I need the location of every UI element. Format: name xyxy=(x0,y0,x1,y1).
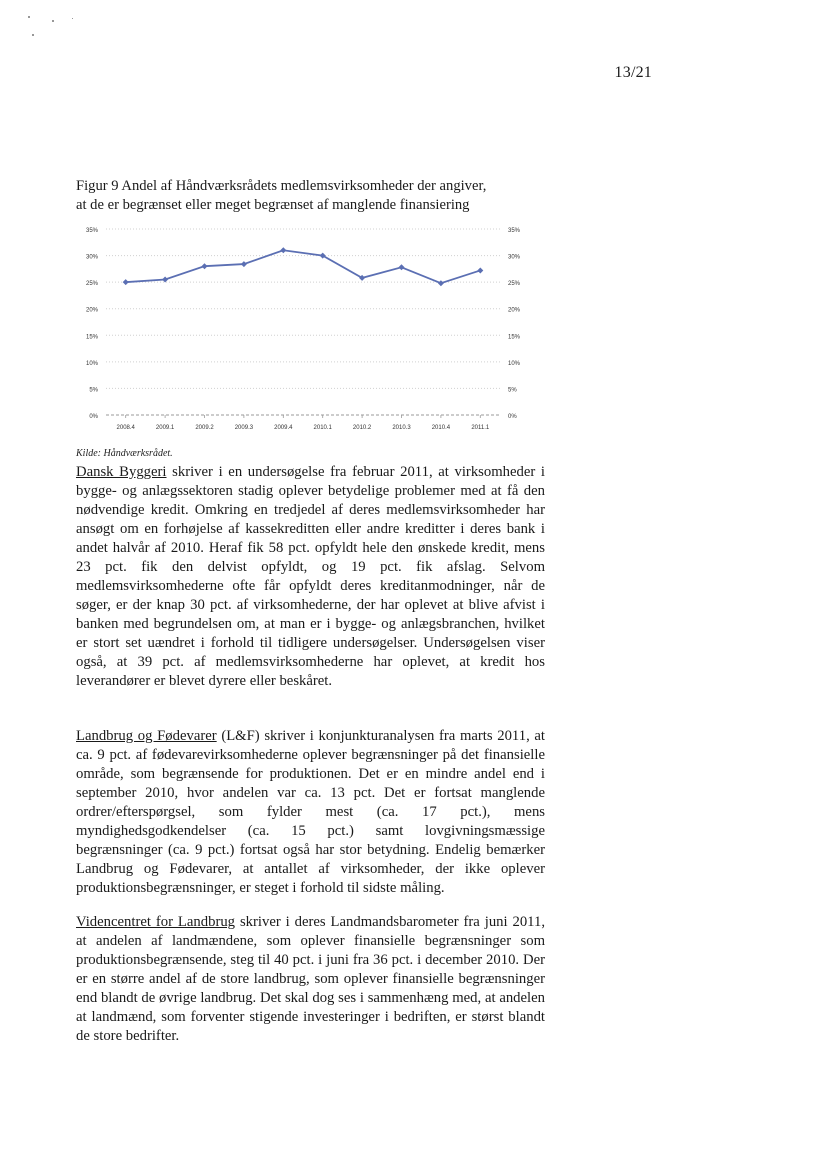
y-tick-label-left: 20% xyxy=(85,307,98,314)
figure-caption-line-1: Figur 9 Andel af Håndværksrådets medlemsvirksomheder der angiver, xyxy=(76,178,487,194)
y-tick-label-left: 10% xyxy=(85,360,98,367)
data-point-marker xyxy=(241,261,247,267)
data-point-marker xyxy=(162,276,168,282)
x-tick-label: 2009.3 xyxy=(234,425,254,431)
paragraph-text: (L&F) skriver i konjunkturanalysen fra marts 2011, at ca. 9 pct. af fødevarevirksomhederne oplever begrænsninger på det finansielle område, som begrænsende for produktionen. Det er en mindre andel end i september 2010, hvor andelen var ca. 13 pct. Det er fortsat manglende ordrer/efterspørgsel, som fylder mest (ca. 17 pct.), mens myndighedsgodkendelser (ca. 15 pct.) samt lovgivningsmæssige begrænsninger (ca. 9 pct.) fortsat også har stor betydning. Endelig bemærker Landbrug og Fødevarer, at antallet af virksomheder, der ikke oplever produktionsbegrænsninger, er steget i forhold til sidste måling. xyxy=(76,728,546,896)
x-tick-label: 2008.4 xyxy=(116,425,135,431)
y-tick-label-left: 35% xyxy=(85,228,98,234)
y-tick-label-right: 5% xyxy=(508,387,517,394)
data-point-marker xyxy=(438,280,444,286)
page-number: 13/21 xyxy=(614,64,652,81)
paragraph-dansk-byggeri xyxy=(76,463,545,691)
y-tick-label-left: 15% xyxy=(85,334,98,341)
y-tick-label-right: 0% xyxy=(508,414,517,420)
y-tick-label-left: 0% xyxy=(89,414,98,420)
org-name: Videncentret for Landbrug xyxy=(76,914,236,930)
figure-source: Kilde: Håndværksrådet. xyxy=(76,448,173,459)
y-tick-label-left: 30% xyxy=(85,254,98,261)
x-tick-label: 2010.4 xyxy=(431,425,451,431)
line-chart xyxy=(0,0,828,470)
paragraph-text: skriver i deres Landmandsbarometer fra juni 2011, at andelen af landmændene, som oplever finansielle begrænsninger som produktionsbegrænsende, steg til 40 pct. i juni fra 36 pct. i december 2010. Der er en større andel af de store landbrug, som oplever finansielle begrænsninger end blandt de øvrige landbrug. Det skal dog ses i sammenhæng med, at andelen at landmænd, som forventer stigende investeringer i bedriften, er størst blandt de store bedrifter. xyxy=(76,914,545,1044)
data-point-marker xyxy=(477,267,483,273)
data-point-marker xyxy=(123,279,129,285)
y-tick-label-right: 10% xyxy=(508,360,521,367)
x-tick-label: 2010.1 xyxy=(313,425,332,431)
data-point-marker xyxy=(399,264,405,270)
x-tick-label: 2009.2 xyxy=(195,425,214,431)
paragraph-videncentret xyxy=(76,913,545,1046)
x-tick-label: 2010.3 xyxy=(392,425,411,431)
data-point-marker xyxy=(280,247,286,253)
y-tick-label-right: 35% xyxy=(508,228,521,234)
org-name: Landbrug og Fødevarer xyxy=(76,728,217,744)
data-point-marker xyxy=(202,263,208,269)
y-tick-label-left: 5% xyxy=(89,387,98,394)
x-tick-label: 2010.2 xyxy=(352,425,372,431)
paragraph-text: skriver i en undersøgelse fra februar 2011, at virksomheder i bygge- og anlægssektoren stadig oplever betydelige problemer med at få den nødvendige kredit. Omkring en tredjedel af deres medlemsvirksomheder har ansøgt om en forhøjelse af kassekreditten eller andre kreditter i deres bank i andet halvår af 2010. Heraf fik 58 pct. opfyldt hele den ønskede kredit, mens 23 pct. fik den delvist opfyldt, og 19 pct. fik afslag. Selvom medlemsvirksomhederne ofte får opfyldt deres kreditanmodninger, når de søger, er der knap 30 pct. af virksomhederne, der har oplevet at blive afvist i banken med begrundelsen om, at man er i bygge- og anlægsbranchen, hvilket er stort set uændret i forhold til tidligere undersøgelser. Undersøgelsen viser også, at 39 pct. af medlemsvirksomhederne har oplevet, at kredit hos leverandører er blevet dyrere eller beskåret. xyxy=(76,464,545,689)
org-name: Dansk Byggeri xyxy=(76,464,167,480)
x-tick-label: 2009.4 xyxy=(274,425,293,431)
paragraph-landbrug-og-foedevarer xyxy=(76,727,545,898)
y-tick-label-right: 20% xyxy=(508,307,521,314)
y-tick-label-right: 25% xyxy=(508,281,521,288)
figure-caption-line-2: at de er begrænset eller meget begrænset af manglende finansiering xyxy=(76,197,470,213)
x-tick-label: 2011.1 xyxy=(471,425,490,431)
x-tick-label: 2009.1 xyxy=(155,425,175,431)
y-tick-label-right: 15% xyxy=(508,334,521,341)
y-tick-label-right: 30% xyxy=(508,254,521,261)
y-tick-label-left: 25% xyxy=(85,281,98,288)
